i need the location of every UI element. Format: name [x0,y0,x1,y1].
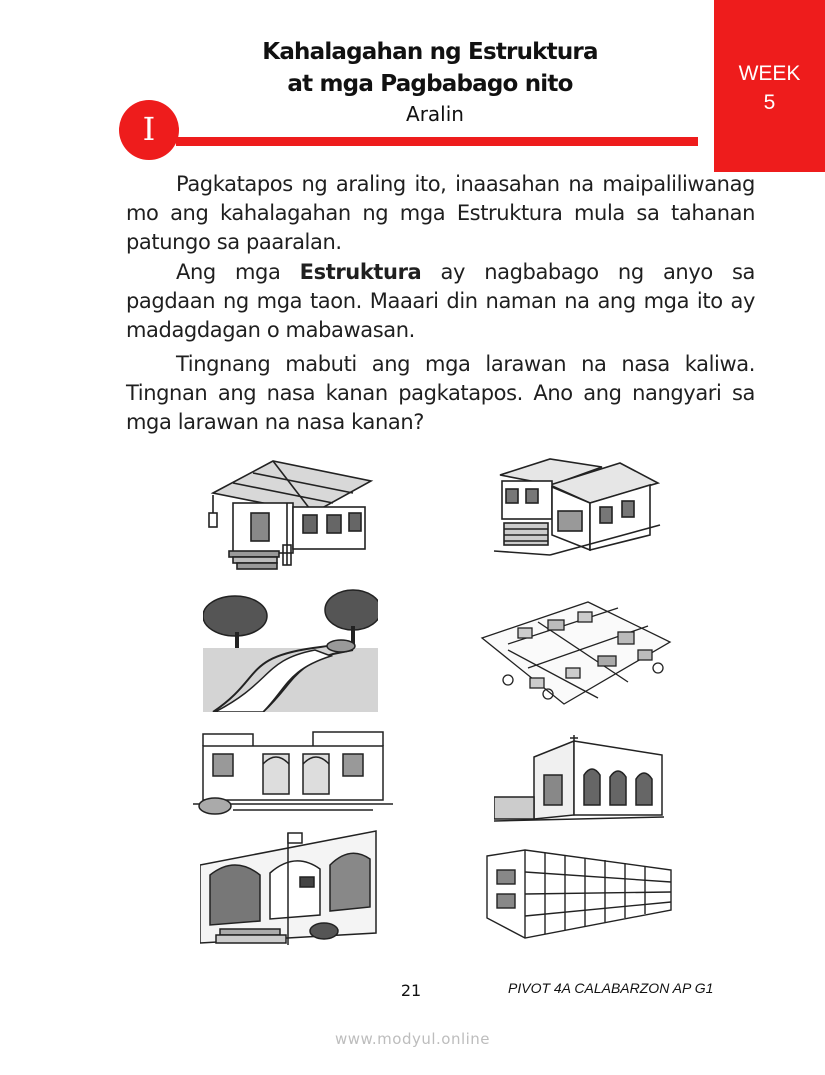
paragraph-definition [126,258,755,345]
week-label: WEEK [738,62,801,85]
week-badge [714,0,825,172]
paragraph-instruction [126,350,755,437]
rural-road-icon [203,588,378,712]
source-label: PIVOT 4A CALABARZON AP G1 [508,980,714,996]
paragraph-objective [126,170,755,257]
paragraph-text: Tingnang mabuti ang mga larawan na nasa kaliwa. Tingnan ang nasa kanan pagkatapos. Ano ang nangyari sa mga larawan na nasa kanan? [126,352,755,434]
church-icon [494,735,664,823]
old-school-building-icon [200,825,382,949]
old-house-icon [203,455,378,573]
modern-house-icon [490,455,662,570]
city-map-icon [478,598,674,710]
keyword-estruktura: Estruktura [299,260,422,284]
watermark: www.modyul.online [334,1030,491,1048]
page-number: 21 [400,981,422,1000]
title-line-1: Kahalagahan ng Estruktura [262,39,598,65]
week-number: 5 [763,91,776,114]
old-town-hall-icon [193,724,393,816]
title-line-2: at mga Pagbabago nito [287,71,573,97]
paragraph-text-start: Ang mga [176,260,300,284]
page-title [200,36,660,100]
paragraph-text: Pagkatapos ng araling ito, inaasahan na maipaliliwanag mo ang kahalagahan ng mga Estruktura mula sa tahanan patungo sa paaralan. [126,172,755,254]
modern-school-building-icon [485,848,673,942]
header-divider [176,137,698,146]
paragraph-text-end: ay nagbabago ng anyo sa pagdaan ng mga taon. Maaari din naman na ang mga ito ay madagdagan o mabawasan. [126,260,756,342]
lesson-subtitle: Aralin [406,102,464,126]
lesson-marker: I [119,100,179,160]
